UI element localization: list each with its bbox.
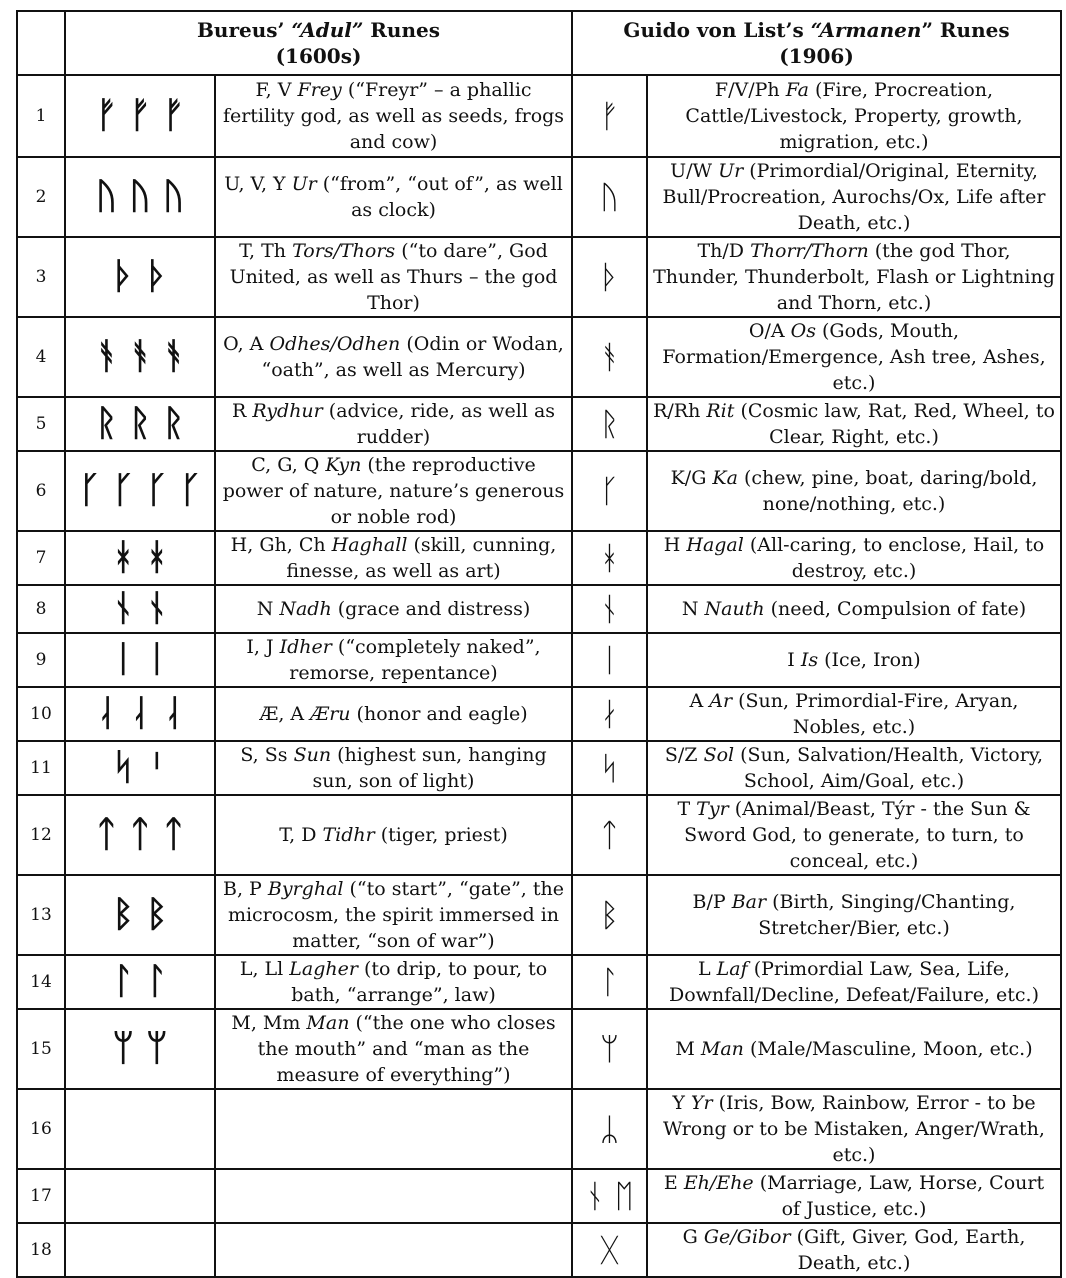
bureus-rune-glyphs bbox=[65, 955, 215, 1009]
rune-glyph-icon: ᚢ bbox=[162, 176, 185, 217]
rune-row bbox=[17, 157, 1061, 237]
list-rune-glyph-icon: ᚴ bbox=[572, 451, 647, 531]
list-prefix: L bbox=[698, 958, 717, 980]
bureus-name: Lagher bbox=[289, 958, 358, 980]
bureus-text: (the reproductive power of nature, nature’s generous or noble rod) bbox=[222, 454, 565, 528]
rune-glyph-icon: ᛒ bbox=[112, 894, 134, 935]
bureus-text: (highest sun, hanging sun, son of light) bbox=[312, 744, 547, 792]
bureus-text: (“the one who closes the mouth” and “man as the measure of everything”) bbox=[257, 1012, 556, 1086]
bureus-prefix: L, Ll bbox=[239, 958, 290, 980]
list-text: (Primordial Law, Sea, Life, Downfall/Decline, Defeat/Failure, etc.) bbox=[668, 958, 1040, 1006]
bureus-text: (“to dare”, God United, as well as Thurs – the god Thor) bbox=[229, 240, 558, 314]
rune-glyph-icon: ᚢ bbox=[129, 176, 151, 217]
list-prefix: S/Z bbox=[664, 744, 704, 766]
list-description bbox=[647, 451, 1061, 531]
list-rune-glyph-icon: ᚬ bbox=[572, 317, 647, 397]
bureus-description bbox=[215, 237, 572, 317]
bureus-rune-glyphs bbox=[65, 317, 215, 397]
rune-row bbox=[17, 795, 1061, 875]
list-text: (Ice, Iron) bbox=[818, 649, 921, 671]
rune-row bbox=[17, 237, 1061, 317]
rune-glyph-icon: ᛏ bbox=[162, 814, 185, 855]
bureus-rune-glyphs bbox=[65, 1089, 215, 1169]
bureus-description bbox=[215, 687, 572, 741]
rune-row bbox=[17, 75, 1061, 157]
bureus-prefix: T, D bbox=[279, 824, 323, 846]
bureus-header-c: Runes bbox=[363, 18, 440, 42]
list-rune-glyph-icon: ᚾ bbox=[572, 585, 647, 633]
list-description bbox=[647, 955, 1061, 1009]
rune-row bbox=[17, 687, 1061, 741]
bureus-text: (Odin or Wodan, “oath”, as well as Mercury) bbox=[261, 333, 564, 381]
bureus-prefix: F, V bbox=[255, 79, 298, 101]
rune-glyph-icon: ᚢ bbox=[95, 176, 118, 217]
list-prefix: F/V/Ph bbox=[714, 79, 786, 101]
rune-row bbox=[17, 531, 1061, 585]
rune-glyph-icon: ᚴ bbox=[112, 470, 134, 511]
bureus-prefix: M, Mm bbox=[231, 1012, 307, 1034]
row-number: 6 bbox=[17, 451, 65, 531]
list-description bbox=[647, 633, 1061, 687]
list-name: Fa bbox=[785, 79, 809, 101]
list-name: Yr bbox=[690, 1092, 713, 1114]
list-prefix: U/W bbox=[670, 160, 719, 182]
list-name: Rit bbox=[706, 400, 735, 422]
list-text: (Birth, Singing/Chanting, Stretcher/Bier, etc.) bbox=[758, 891, 1016, 939]
bureus-name: Idher bbox=[279, 636, 332, 658]
bureus-description bbox=[215, 1009, 572, 1089]
list-name: Tyr bbox=[696, 798, 729, 820]
bureus-name: Kyn bbox=[325, 454, 362, 476]
bureus-description bbox=[215, 955, 572, 1009]
list-text: (Gift, Giver, God, Earth, Death, etc.) bbox=[790, 1226, 1026, 1274]
bureus-header-date: (1600s) bbox=[275, 44, 362, 68]
bureus-rune-glyphs bbox=[65, 795, 215, 875]
bureus-rune-glyphs bbox=[65, 875, 215, 955]
rune-glyph-icon: ᛘ bbox=[146, 1028, 168, 1069]
list-description bbox=[647, 875, 1061, 955]
bureus-rune-glyphs bbox=[65, 1223, 215, 1277]
bureus-description bbox=[215, 585, 572, 633]
list-text: (Iris, Bow, Rainbow, Error - to be Wrong or to be Mistaken, Anger/Wrath, etc.) bbox=[663, 1092, 1045, 1166]
bureus-rune-glyphs bbox=[65, 531, 215, 585]
bureus-text: (skill, cunning, finesse, as well as art) bbox=[286, 534, 557, 582]
list-text: (Male/Masculine, Moon, etc.) bbox=[743, 1038, 1033, 1060]
bureus-rune-glyphs bbox=[65, 75, 215, 157]
list-header-c: ” Runes bbox=[921, 18, 1010, 42]
list-name: Eh/Ehe bbox=[683, 1172, 754, 1194]
bureus-rune-glyphs bbox=[65, 585, 215, 633]
bureus-text: (tiger, priest) bbox=[374, 824, 508, 846]
rune-glyph-icon: ᚱ bbox=[162, 403, 185, 444]
rune-glyph-icon: ᚴ bbox=[78, 470, 101, 511]
rune-rows bbox=[17, 75, 1061, 1277]
list-name: Os bbox=[790, 320, 816, 342]
rune-glyph-icon: ᛁ bbox=[146, 639, 168, 680]
list-text: (Animal/Beast, Týr - the Sun & Sword God, to generate, to turn, to conceal, etc.) bbox=[684, 798, 1031, 872]
rune-glyph-icon: ᛚ bbox=[112, 961, 134, 1002]
list-header bbox=[572, 11, 1061, 75]
list-rune-glyph-icon: ᛒ bbox=[572, 875, 647, 955]
bureus-description bbox=[215, 157, 572, 237]
bureus-prefix: T, Th bbox=[239, 240, 293, 262]
rune-glyph-icon: ᚠ bbox=[162, 95, 185, 136]
list-text: (All-caring, to enclose, Hail, to destroy, etc.) bbox=[743, 534, 1045, 582]
list-name: Is bbox=[800, 649, 819, 671]
rune-glyph-icon: ᚾ bbox=[146, 588, 168, 629]
row-number: 15 bbox=[17, 1009, 65, 1089]
list-text: (Gods, Mouth, Formation/Emergence, Ash tree, Ashes, etc.) bbox=[662, 320, 1046, 394]
row-number: 5 bbox=[17, 397, 65, 451]
bureus-name: Tidhr bbox=[322, 824, 375, 846]
list-text: (Primordial/Original, Eternity, Bull/Procreation, Aurochs/Ox, Life after Death, etc.) bbox=[662, 160, 1046, 234]
rune-row bbox=[17, 1223, 1061, 1277]
bureus-description bbox=[215, 795, 572, 875]
row-number: 8 bbox=[17, 585, 65, 633]
rune-row bbox=[17, 317, 1061, 397]
list-description bbox=[647, 237, 1061, 317]
bureus-header bbox=[65, 11, 572, 75]
list-description bbox=[647, 75, 1061, 157]
list-rune-glyph-icon: ᚱ bbox=[572, 397, 647, 451]
rune-glyph-icon: ᚱ bbox=[95, 403, 118, 444]
rune-glyph-icon: ᚼ bbox=[146, 537, 168, 578]
list-description bbox=[647, 585, 1061, 633]
bureus-description bbox=[215, 1223, 572, 1277]
list-rune-glyph-icon: ᚷ bbox=[572, 1223, 647, 1277]
list-prefix: G bbox=[682, 1226, 704, 1248]
list-name: Ur bbox=[718, 160, 744, 182]
row-number: 3 bbox=[17, 237, 65, 317]
list-header-date: (1906) bbox=[779, 44, 854, 68]
list-description bbox=[647, 687, 1061, 741]
list-text: (Sun, Salvation/Health, Victory, School, Aim/Goal, etc.) bbox=[734, 744, 1044, 792]
list-rune-glyph-icon: ᛚ bbox=[572, 955, 647, 1009]
list-description bbox=[647, 531, 1061, 585]
bureus-name: Man bbox=[306, 1012, 350, 1034]
rune-glyph-icon: ᛚ bbox=[146, 961, 168, 1002]
rune-glyph-icon: ᛆ bbox=[129, 693, 151, 734]
list-name: Nauth bbox=[704, 598, 765, 620]
list-rune-glyph-icon: ᛏ bbox=[572, 795, 647, 875]
bureus-description bbox=[215, 633, 572, 687]
list-text: (Marriage, Law, Horse, Court of Justice, etc.) bbox=[753, 1172, 1045, 1220]
list-prefix: Th/D bbox=[697, 240, 751, 262]
bureus-prefix: O, A bbox=[223, 333, 270, 355]
row-number: 16 bbox=[17, 1089, 65, 1169]
bureus-prefix: B, P bbox=[223, 878, 268, 900]
list-description bbox=[647, 795, 1061, 875]
list-text: (Cosmic law, Rat, Red, Wheel, to Clear, Right, etc.) bbox=[734, 400, 1055, 448]
bureus-text: (advice, ride, as well as rudder) bbox=[322, 400, 556, 448]
rune-row bbox=[17, 955, 1061, 1009]
bureus-name: Tors/Thors bbox=[292, 240, 396, 262]
bureus-prefix: H, Gh, Ch bbox=[230, 534, 332, 556]
bureus-name: Æru bbox=[310, 703, 351, 725]
bureus-prefix: R bbox=[231, 400, 253, 422]
bureus-description bbox=[215, 1169, 572, 1223]
list-prefix: Y bbox=[672, 1092, 691, 1114]
bureus-rune-glyphs bbox=[65, 687, 215, 741]
bureus-description bbox=[215, 741, 572, 795]
list-prefix: M bbox=[675, 1038, 701, 1060]
rune-row bbox=[17, 1009, 1061, 1089]
bureus-name: Rydhur bbox=[252, 400, 323, 422]
rune-glyph-icon: ᛌ bbox=[146, 747, 168, 788]
rune-glyph-icon: ᚬ bbox=[129, 336, 151, 377]
rune-row bbox=[17, 1089, 1061, 1169]
list-name: Hagal bbox=[686, 534, 744, 556]
bureus-description bbox=[215, 1089, 572, 1169]
rune-row bbox=[17, 451, 1061, 531]
rune-glyph-icon: ᛘ bbox=[112, 1028, 134, 1069]
list-name: Sol bbox=[703, 744, 735, 766]
list-text: (Sun, Primordial-Fire, Aryan, Nobles, etc.) bbox=[732, 690, 1019, 738]
bureus-text: (“completely naked”, remorse, repentance) bbox=[289, 636, 541, 684]
bureus-text: (“Freyr” – a phallic fertility god, as well as seeds, frogs and cow) bbox=[222, 79, 565, 153]
list-description bbox=[647, 741, 1061, 795]
bureus-text: (to drip, to pour, to bath, “arrange”, law) bbox=[291, 958, 548, 1006]
list-rune-glyph-icon: ᚼ bbox=[572, 531, 647, 585]
rune-glyph-icon: ᛁ bbox=[112, 639, 134, 680]
bureus-description bbox=[215, 75, 572, 157]
bureus-text: (“from”, “out of”, as well as clock) bbox=[316, 173, 563, 221]
list-prefix: I bbox=[787, 649, 801, 671]
rune-row bbox=[17, 397, 1061, 451]
bureus-name: Haghall bbox=[331, 534, 408, 556]
bureus-prefix: I, J bbox=[246, 636, 280, 658]
bureus-text: (honor and eagle) bbox=[350, 703, 528, 725]
row-number: 4 bbox=[17, 317, 65, 397]
list-name: Ka bbox=[712, 467, 738, 489]
bureus-rune-glyphs bbox=[65, 157, 215, 237]
bureus-prefix: N bbox=[256, 598, 280, 620]
list-description bbox=[647, 317, 1061, 397]
header-row bbox=[17, 11, 1061, 75]
bureus-rune-glyphs bbox=[65, 397, 215, 451]
list-description bbox=[647, 1223, 1061, 1277]
bureus-description bbox=[215, 451, 572, 531]
bureus-name: Nadh bbox=[279, 598, 332, 620]
list-prefix: T bbox=[677, 798, 697, 820]
bureus-header-b: “Adul” bbox=[291, 18, 364, 42]
bureus-name: Sun bbox=[293, 744, 332, 766]
row-number: 13 bbox=[17, 875, 65, 955]
rune-glyph-icon: ᚼ bbox=[112, 537, 134, 578]
list-prefix: N bbox=[681, 598, 705, 620]
rune-glyph-icon: ᛏ bbox=[95, 814, 118, 855]
rune-row bbox=[17, 1169, 1061, 1223]
row-number: 9 bbox=[17, 633, 65, 687]
rune-glyph-icon: ᚴ bbox=[179, 470, 202, 511]
list-rune-glyph-icon: ᚾ ᛖ bbox=[572, 1169, 647, 1223]
rune-glyph-icon: ᚬ bbox=[162, 336, 185, 377]
bureus-description bbox=[215, 397, 572, 451]
row-number: 12 bbox=[17, 795, 65, 875]
rune-row bbox=[17, 585, 1061, 633]
bureus-name: Byrghal bbox=[267, 878, 344, 900]
list-prefix: B/P bbox=[692, 891, 732, 913]
rune-glyph-icon: ᛆ bbox=[95, 693, 118, 734]
bureus-rune-glyphs bbox=[65, 237, 215, 317]
bureus-description bbox=[215, 875, 572, 955]
header-empty-cell bbox=[17, 11, 65, 75]
rune-glyph-icon: ᚦ bbox=[146, 256, 168, 297]
list-prefix: O/A bbox=[748, 320, 791, 342]
list-prefix: H bbox=[663, 534, 687, 556]
list-name: Thorr/Thorn bbox=[750, 240, 869, 262]
bureus-prefix: Æ, A bbox=[259, 703, 311, 725]
rune-glyph-icon: ᛏ bbox=[129, 814, 151, 855]
bureus-name: Frey bbox=[297, 79, 342, 101]
rune-glyph-icon: ᚠ bbox=[95, 95, 118, 136]
bureus-prefix: S, Ss bbox=[240, 744, 294, 766]
row-number: 11 bbox=[17, 741, 65, 795]
list-name: Ge/Gibor bbox=[703, 1226, 791, 1248]
list-text: (Fire, Procreation, Cattle/Livestock, Property, growth, migration, etc.) bbox=[685, 79, 1023, 153]
bureus-rune-glyphs bbox=[65, 633, 215, 687]
list-rune-glyph-icon: ᚢ bbox=[572, 157, 647, 237]
row-number: 18 bbox=[17, 1223, 65, 1277]
bureus-rune-glyphs bbox=[65, 741, 215, 795]
list-description bbox=[647, 1089, 1061, 1169]
bureus-description bbox=[215, 531, 572, 585]
row-number: 2 bbox=[17, 157, 65, 237]
bureus-name: Ur bbox=[291, 173, 317, 195]
bureus-name: Odhes/Odhen bbox=[269, 333, 401, 355]
row-number: 1 bbox=[17, 75, 65, 157]
rune-row bbox=[17, 875, 1061, 955]
list-rune-glyph-icon: ᛅ bbox=[572, 687, 647, 741]
list-text: (chew, pine, boat, daring/bold, none/nothing, etc.) bbox=[737, 467, 1038, 515]
list-prefix: E bbox=[663, 1172, 684, 1194]
list-prefix: K/G bbox=[670, 467, 713, 489]
rune-glyph-icon: ᚦ bbox=[112, 256, 134, 297]
list-text: (need, Compulsion of fate) bbox=[764, 598, 1027, 620]
list-description bbox=[647, 1009, 1061, 1089]
list-description bbox=[647, 397, 1061, 451]
list-name: Laf bbox=[716, 958, 748, 980]
rune-glyph-icon: ᛋ bbox=[112, 747, 134, 788]
list-prefix: R/Rh bbox=[653, 400, 707, 422]
bureus-text: (grace and distress) bbox=[331, 598, 531, 620]
bureus-description bbox=[215, 317, 572, 397]
bureus-rune-glyphs bbox=[65, 451, 215, 531]
bureus-header-a: Bureus’ bbox=[197, 18, 292, 42]
bureus-rune-glyphs bbox=[65, 1009, 215, 1089]
bureus-text: (“to start”, “gate”, the microcosm, the spirit immersed in matter, “son of war”) bbox=[227, 878, 564, 952]
list-description bbox=[647, 1169, 1061, 1223]
rune-glyph-icon: ᚠ bbox=[129, 95, 151, 136]
row-number: 17 bbox=[17, 1169, 65, 1223]
row-number: 10 bbox=[17, 687, 65, 741]
list-rune-glyph-icon: ᚦ bbox=[572, 237, 647, 317]
rune-glyph-icon: ᛒ bbox=[146, 894, 168, 935]
list-name: Bar bbox=[731, 891, 767, 913]
list-rune-glyph-icon: ᛘ bbox=[572, 1009, 647, 1089]
bureus-rune-glyphs bbox=[65, 1169, 215, 1223]
rune-glyph-icon: ᚱ bbox=[129, 403, 151, 444]
list-rune-glyph-icon: ᛦ bbox=[572, 1089, 647, 1169]
list-name: Man bbox=[700, 1038, 744, 1060]
list-header-a: Guido von List’s bbox=[623, 18, 811, 42]
row-number: 7 bbox=[17, 531, 65, 585]
rune-glyph-icon: ᛆ bbox=[162, 693, 185, 734]
rune-comparison-table bbox=[16, 10, 1062, 1278]
bureus-prefix: U, V, Y bbox=[224, 173, 292, 195]
list-prefix: A bbox=[689, 690, 710, 712]
rune-glyph-icon: ᚴ bbox=[146, 470, 168, 511]
list-description bbox=[647, 157, 1061, 237]
rune-glyph-icon: ᚾ bbox=[112, 588, 134, 629]
rune-row bbox=[17, 741, 1061, 795]
bureus-prefix: C, G, Q bbox=[251, 454, 326, 476]
rune-glyph-icon: ᚬ bbox=[95, 336, 118, 377]
list-rune-glyph-icon: ᚠ bbox=[572, 75, 647, 157]
list-header-b: “Armanen bbox=[810, 18, 922, 42]
list-name: Ar bbox=[709, 690, 733, 712]
list-rune-glyph-icon: ᛁ bbox=[572, 633, 647, 687]
list-text: (the god Thor, Thunder, Thunderbolt, Flash or Lightning and Thorn, etc.) bbox=[653, 240, 1055, 314]
list-rune-glyph-icon: ᛋ bbox=[572, 741, 647, 795]
rune-row bbox=[17, 633, 1061, 687]
row-number: 14 bbox=[17, 955, 65, 1009]
